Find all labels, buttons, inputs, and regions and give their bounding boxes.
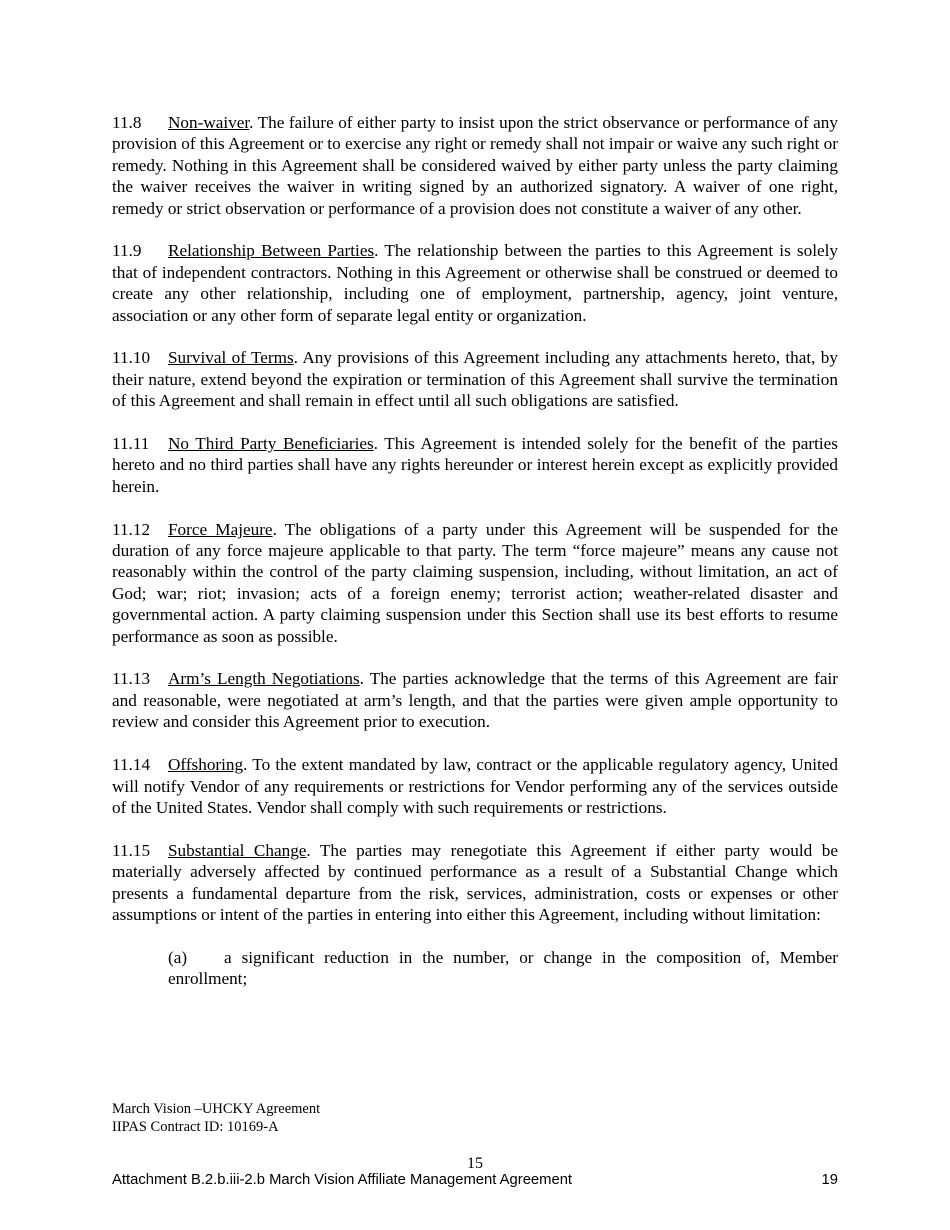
section-heading: Non-waiver bbox=[168, 113, 250, 132]
section-number: 11.10 bbox=[112, 348, 151, 368]
section-text: . The parties may renegotiate this Agreement if either party would be materially adversely affected by continued performance as a result of a Substantial Change which presents a fundamental departure from the risk, services, administration, costs or expenses or other assumptions or intent of the parties in entering into either this Agreement, including without limitation: bbox=[112, 840, 839, 924]
section-heading: Arm’s Length Negotiations bbox=[168, 669, 360, 689]
section-heading: No Third Party Beneficiaries bbox=[168, 434, 374, 454]
section-11-13 bbox=[112, 668, 838, 732]
section-11-12 bbox=[112, 519, 838, 647]
footer-agreement-name: March Vision –UHCKY Agreement bbox=[112, 1101, 321, 1117]
section-11-11 bbox=[112, 433, 838, 497]
section-number: 11.12 bbox=[112, 519, 151, 539]
section-number: 11.14 bbox=[112, 755, 151, 775]
section-heading: Offshoring bbox=[168, 755, 244, 775]
section-number: 11.15 bbox=[112, 840, 151, 860]
section-number: 11.13 bbox=[112, 669, 151, 689]
attachment-page-number: 19 bbox=[821, 1172, 838, 1188]
subitem-a bbox=[168, 947, 838, 990]
subitem-label: (a) bbox=[168, 947, 188, 967]
subitem-text: a significant reduction in the number, or change in the composition of, Member enrollment; bbox=[168, 947, 838, 989]
attachment-title: Attachment B.2.b.iii-2.b March Vision Affiliate Management Agreement bbox=[112, 1172, 573, 1188]
section-number: 11.11 bbox=[112, 434, 150, 454]
document-body bbox=[112, 112, 838, 990]
section-heading: Force Majeure bbox=[168, 519, 273, 539]
section-text: . To the extent mandated by law, contract or the applicable regulatory agency, United will notify Vendor of any requirements or restrictions for Vendor performing any of the services outside of the United States. Vendor shall comply with such requirements or restrictions. bbox=[112, 755, 838, 817]
section-11-9 bbox=[112, 240, 838, 326]
section-text: . Any provisions of this Agreement including any attachments hereto, that, by their nature, extend beyond the expiration or termination of this Agreement shall survive the termination of this Agreement and shall remain in effect until all such obligations are satisfied. bbox=[112, 348, 838, 411]
section-heading: Substantial Change bbox=[168, 840, 307, 860]
section-11-10 bbox=[112, 347, 838, 411]
section-text: . The obligations of a party under this Agreement will be suspended for the duration of any force majeure applicable to that party. The term “force majeure” means any cause not reasonably within the control of the party claiming suspension, including, without limitation, an act of God; war; riot; invasion; acts of a foreign enemy; terrorist action; weather-related disaster and governmental action. A party claiming suspension under this Section shall use its best efforts to resume performance as soon as possible. bbox=[112, 519, 838, 646]
section-heading: Survival of Terms bbox=[168, 348, 294, 368]
section-number: 11.8 bbox=[112, 113, 142, 132]
footer-contract-id: IIPAS Contract ID: 10169-A bbox=[112, 1119, 279, 1135]
section-11-15 bbox=[112, 840, 838, 926]
document-footer bbox=[112, 1100, 320, 1136]
section-text: . The relationship between the parties to this Agreement is solely that of independent contractors. Nothing in this Agreement or otherwise shall be construed or deemed to create any other relationship, including one of employment, partnership, agency, joint venture, association or any other form of separate legal entity or organization. bbox=[112, 241, 838, 325]
section-text: . This Agreement is intended solely for the benefit of the parties hereto and no third parties shall have any rights hereunder or interest herein except as explicitly provided herein. bbox=[112, 434, 838, 496]
section-text: . The parties acknowledge that the terms of this Agreement are fair and reasonable, were negotiated at arm’s length, and that the parties were given ample opportunity to review and consider this Agreement prior to execution. bbox=[112, 669, 838, 732]
section-11-14 bbox=[112, 754, 838, 818]
section-heading: Relationship Between Parties bbox=[168, 241, 375, 261]
section-11-8 bbox=[112, 112, 838, 219]
section-text: . The failure of either party to insist upon the strict observance or performance of any provision of this Agreement or to exercise any right or remedy shall not impair or waive any such right or remedy. Nothing in this Agreement shall be considered waived by either party unless the party claiming the waiver receives the waiver in writing signed by an authorized signatory. A waiver of one right, remedy or strict observation or performance of a provision does not constitute a waiver of any other. bbox=[112, 113, 838, 218]
section-number: 11.9 bbox=[112, 241, 142, 261]
page-number: 15 bbox=[467, 1155, 483, 1172]
